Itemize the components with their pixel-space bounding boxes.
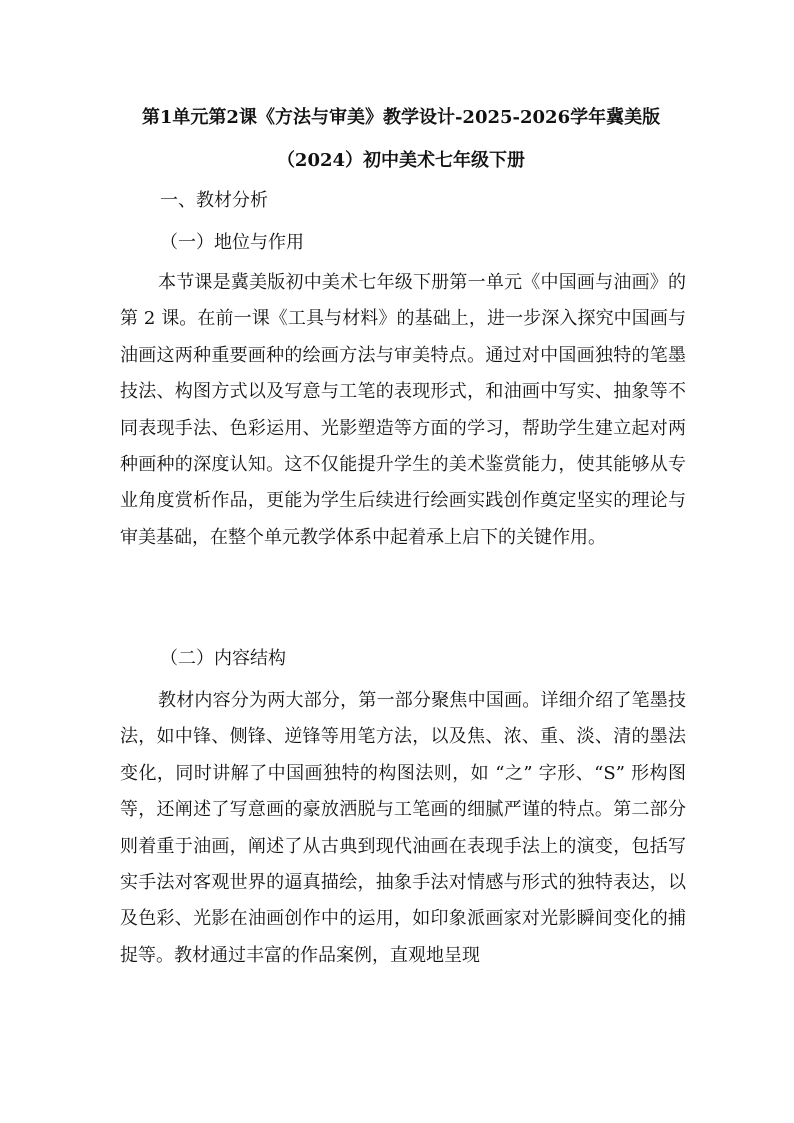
subsection-heading-role: （一）地位与作用 [160,232,304,253]
paragraph-content-structure: 教材内容分为两大部分，第一部分聚焦中国画。详细介绍了笔墨技法，如中锋、侧锋、逆锋等用笔方法，以及焦、浓、重、淡、清的墨法变化，同时讲解了中国画独特的构图法则，如 “之” 字形、“S” 形构图等，还阐述了写意画的豪放洒脱与工笔画的细腻严谨的特点。第二部分则着重于油画，阐述了从古典到现代油画在表现手法上的演变，包括写实手法对客观世界的逼真描绘，抽象手法对情感与形式的独特表达，以及色彩、光影在油画创作中的运用，如印象派画家对光影瞬间变化的捕捉等。教材通过丰富的作品案例，直观地呈现 [120,690,686,966]
section-heading-textbook-analysis: 一、教材分析 [160,190,268,211]
paragraph-role: 本节课是冀美版初中美术七年级下册第一单元《中国画与油画》的第 2 课。在前一课《工具与材料》的基础上，进一步深入探究中国画与油画这两种重要画种的绘画方法与审美特点。通过对中国画独特的笔墨技法、构图方式以及写意与工笔的表现形式，和油画中写实、抽象等不同表现手法、色彩运用、光影塑造等方面的学习，帮助学生建立起对两种画种的深度认知。这不仅能提升学生的美术鉴赏能力，使其能够从专业角度赏析作品，更能为学生后续进行绘画实践创作奠定坚实的理论与审美基础，在整个单元教学体系中起着承上启下的关键作用。 [120,272,686,548]
subsection-heading-content-structure: （二）内容结构 [160,648,286,669]
document-title-line2: （2024）初中美术七年级下册 [276,150,526,171]
document-title-line1: 第1单元第2课《方法与审美》教学设计-2025-2026学年冀美版 [141,107,661,128]
